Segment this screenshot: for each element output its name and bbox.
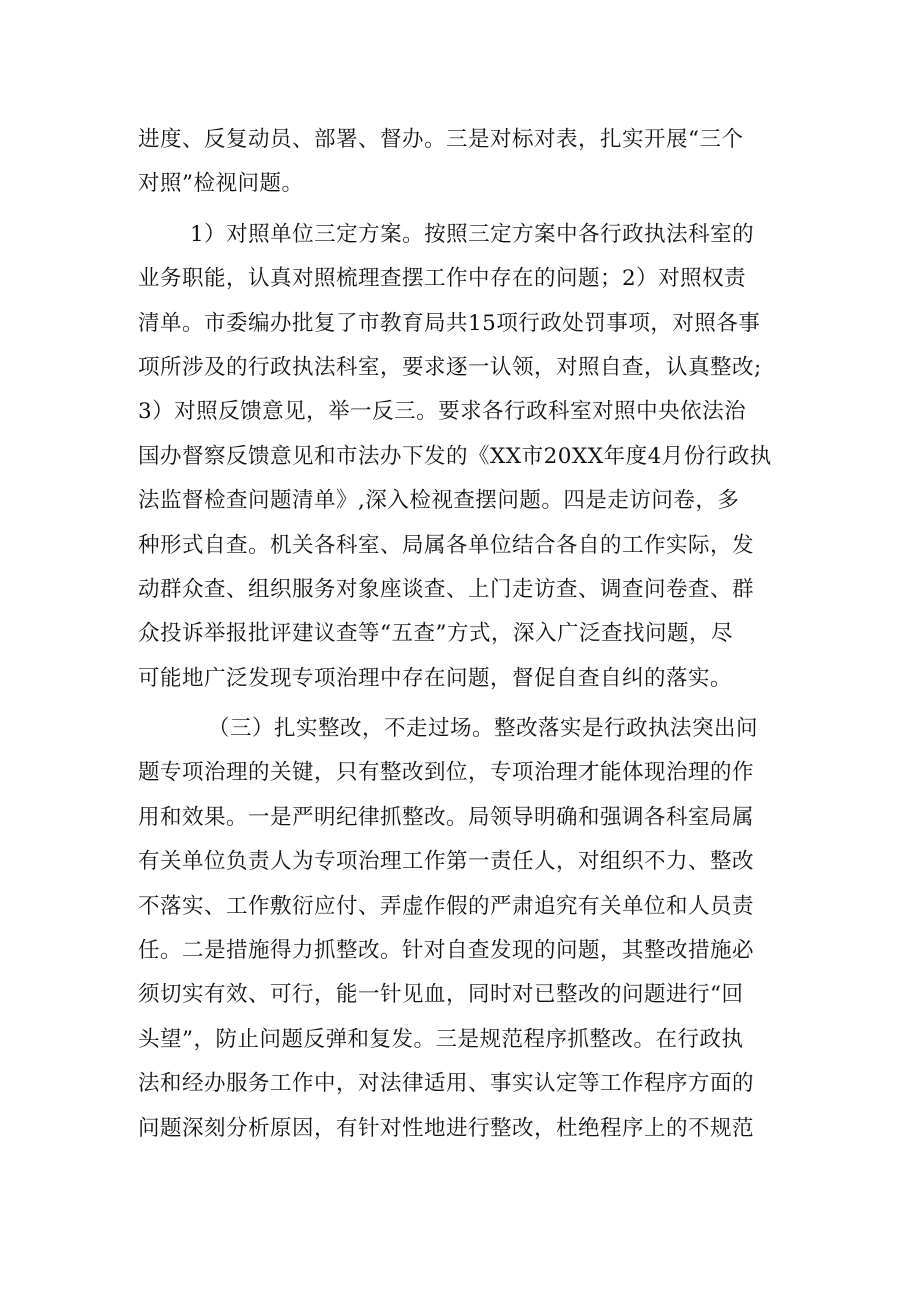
text-line: 有关单位负责人为专项治理工作第一责任人，对组织不力、整改 [138, 849, 755, 875]
paragraph-p1 [138, 118, 788, 207]
text-line: 动群众查、组织服务对象座谈查、上门走访查、调查问卷查、群 [138, 576, 755, 602]
text-line: 国办督察反馈意见和市法办下发的《XX市20XX年度4月份行政执 [138, 443, 772, 469]
text-line: 清单。市委编办批复了市教育局共15项行政处罚事项，对照各事 [138, 310, 761, 336]
text-line: 1）对照单位三定方案。按照三定方案中各行政执法科室的 [190, 221, 755, 247]
text-line: 对照”检视问题。 [138, 171, 304, 197]
text-line: 问题深刻分析原因，有针对性地进行整改，杜绝程序上的不规范 [138, 1115, 755, 1141]
text-line: 可能地广泛发现专项治理中存在问题，督促自查自纠的落实。 [138, 665, 733, 691]
text-line: （三）扎实整改，不走过场。整改落实是行政执法突出问 [208, 716, 759, 742]
text-line: 题专项治理的关键，只有整改到位，专项治理才能体现治理的作 [138, 760, 755, 786]
text-line: 法监督检查问题清单》,深入检视查摆问题。四是走访问卷，多 [138, 488, 740, 514]
text-line: 业务职能，认真对照梳理查摆工作中存在的问题；2）对照权责 [138, 266, 747, 292]
text-line: 须切实有效、可行，能一针见血，同时对已整改的问题进行“回 [138, 982, 744, 1008]
text-line: 用和效果。一是严明纪律抓整改。局领导明确和强调各科室局属 [138, 804, 755, 830]
text-line: 种形式自查。机关各科室、局属各单位结合各自的工作实际，发 [138, 532, 755, 558]
paragraph-p3 [138, 707, 788, 1151]
text-line: 进度、反复动员、部署、督办。三是对标对表，扎实开展“三个 [138, 127, 744, 152]
text-line: 头望”，防止问题反弹和复发。三是规范程序抓整改。在行政执 [138, 1026, 744, 1052]
text-line: 法和经办服务工作中，对法律适用、事实认定等工作程序方面的 [138, 1071, 755, 1097]
text-line: 任。二是措施得力抓整改。针对自查发现的问题，其整改措施必 [138, 938, 755, 964]
text-line: 不落实、工作敷衍应付、弄虚作假的严肃追究有关单位和人员责 [138, 893, 755, 919]
text-line: 3）对照反馈意见，举一反三。要求各行政科室对照中央依法治 [138, 399, 747, 425]
paragraph-p2 [138, 213, 788, 701]
text-line: 众投诉举报批评建议查等“五查”方式，深入广泛查找问题，尽 [138, 621, 733, 647]
body-text [138, 118, 788, 1151]
text-line: 项所涉及的行政执法科室，要求逐一认领，对照自查，认真整改; [138, 354, 762, 380]
